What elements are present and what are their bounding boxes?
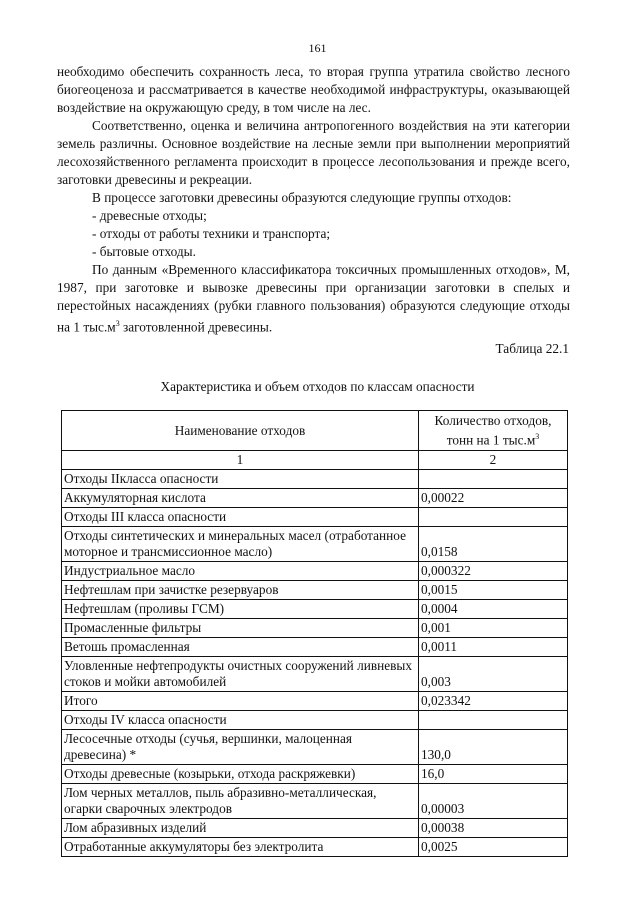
waste-amount-cell: 0,0158 [419,527,568,562]
waste-name-cell: Аккумуляторная кислота [62,489,419,508]
table-header-row [62,411,568,451]
waste-name-cell: Итого [62,692,419,711]
waste-amount-cell: 0,00038 [419,819,568,838]
waste-name-cell: Нефтешлам при зачистке резервуаров [62,581,419,600]
table-body [62,470,568,857]
waste-name-cell: Уловленные нефтепродукты очистных сооружений ливневых стоков и мойки автомобилей [62,657,419,692]
table-row [62,470,568,489]
waste-name-cell: Отходы древесные (козырьки, отхода раскряжевки) [62,765,419,784]
waste-amount-cell: 0,023342 [419,692,568,711]
waste-amount-cell: 0,000322 [419,562,568,581]
table-row [62,692,568,711]
header-waste-name: Наименование отходов [62,411,419,451]
header-waste-amount [419,411,568,451]
waste-name-cell: Отходы III класса опасности [62,508,419,527]
table-row [62,657,568,692]
waste-name-cell: Отходы синтетических и минеральных масел (отработанное моторное и трансмиссионное масло) [62,527,419,562]
waste-name-cell: Промасленные фильтры [62,619,419,638]
table-row [62,508,568,527]
column-number-row [62,451,568,470]
body-text [57,63,570,336]
waste-amount-cell: 0,0011 [419,638,568,657]
waste-amount-cell: 130,0 [419,730,568,765]
table-row [62,527,568,562]
table-label: Таблица 22.1 [495,341,569,356]
waste-amount-cell [419,470,568,489]
waste-name-cell: Лом черных металлов, пыль абразивно-металлическая, огарки сварочных электродов [62,784,419,819]
paragraph-1: необходимо обеспечить сохранность леса, то вторая группа утратила свойство лесного биогеоценоза и рассматривается в качестве необходимой инфраструктуры, оказывающей воздействие на окружающую среду, в том числе на лес. [57,64,570,115]
waste-amount-cell: 0,0015 [419,581,568,600]
table-row [62,581,568,600]
list-item: - отходы от работы техники и транспорта; [92,226,331,241]
waste-name-cell: Отработанные аккумуляторы без электролита [62,838,419,857]
table-row [62,838,568,857]
waste-name-cell: Лом абразивных изделий [62,819,419,838]
paragraph-2: Соответственно, оценка и величина антропогенного воздействия на эти категории земель различны. Основное воздействие на лесные земли при выполнении мероприятий лесохозяйственного регламента происходит в процессе лесопользования и прежде всего, заготовки древесины и рекреации. [57,118,570,187]
header-amount-line2: тонн на 1 тыс.м [446,432,536,448]
superscript: 3 [115,319,120,328]
table-row [62,600,568,619]
paragraph-4-tail: заготовленной древесины. [119,319,273,335]
waste-amount-cell: 16,0 [419,765,568,784]
column-number: 2 [419,451,568,470]
table-row [62,619,568,638]
table-row [62,562,568,581]
waste-name-cell: Нефтешлам (проливы ГСМ) [62,600,419,619]
waste-amount-cell: 0,0025 [419,838,568,857]
waste-name-cell: Отходы IV класса опасности [62,711,419,730]
table-row [62,730,568,765]
list-item: - бытовые отходы. [92,244,196,259]
waste-table [61,410,568,857]
paragraph-4-text: По данным «Временного классификатора токсичных промышленных отходов», М, 1987, при заготовке и вывозке древесины при организации заготовки в спелых и перестойных насаждениях (рубки главного пользования) образуются следующие отходы на 1 тыс.м [57,262,570,335]
table-row [62,638,568,657]
waste-amount-cell: 0,00003 [419,784,568,819]
waste-amount-cell: 0,003 [419,657,568,692]
column-number: 1 [62,451,419,470]
waste-amount-cell: 0,00022 [419,489,568,508]
waste-amount-cell: 0,0004 [419,600,568,619]
table-row [62,765,568,784]
header-amount-line1: Количество отходов, [434,412,552,428]
table-row [62,489,568,508]
superscript: 3 [535,431,540,441]
page-number: 161 [308,41,327,55]
table-caption: Характеристика и объем отходов по классам опасности [160,379,475,394]
waste-name-cell: Ветошь промасленная [62,638,419,657]
waste-name-cell: Индустриальное масло [62,562,419,581]
waste-name-cell: Лесосечные отходы (сучья, вершинки, малоценная древесина) * [62,730,419,765]
list-item: - древесные отходы; [92,208,207,223]
paragraph-3: В процессе заготовки древесины образуются следующие группы отходов: [92,190,512,205]
waste-name-cell: Отходы IIкласса опасности [62,470,419,489]
waste-amount-cell: 0,001 [419,619,568,638]
paragraph-4 [57,261,570,336]
waste-amount-cell [419,711,568,730]
waste-amount-cell [419,508,568,527]
table-row [62,711,568,730]
table-row [62,784,568,819]
table-row [62,819,568,838]
